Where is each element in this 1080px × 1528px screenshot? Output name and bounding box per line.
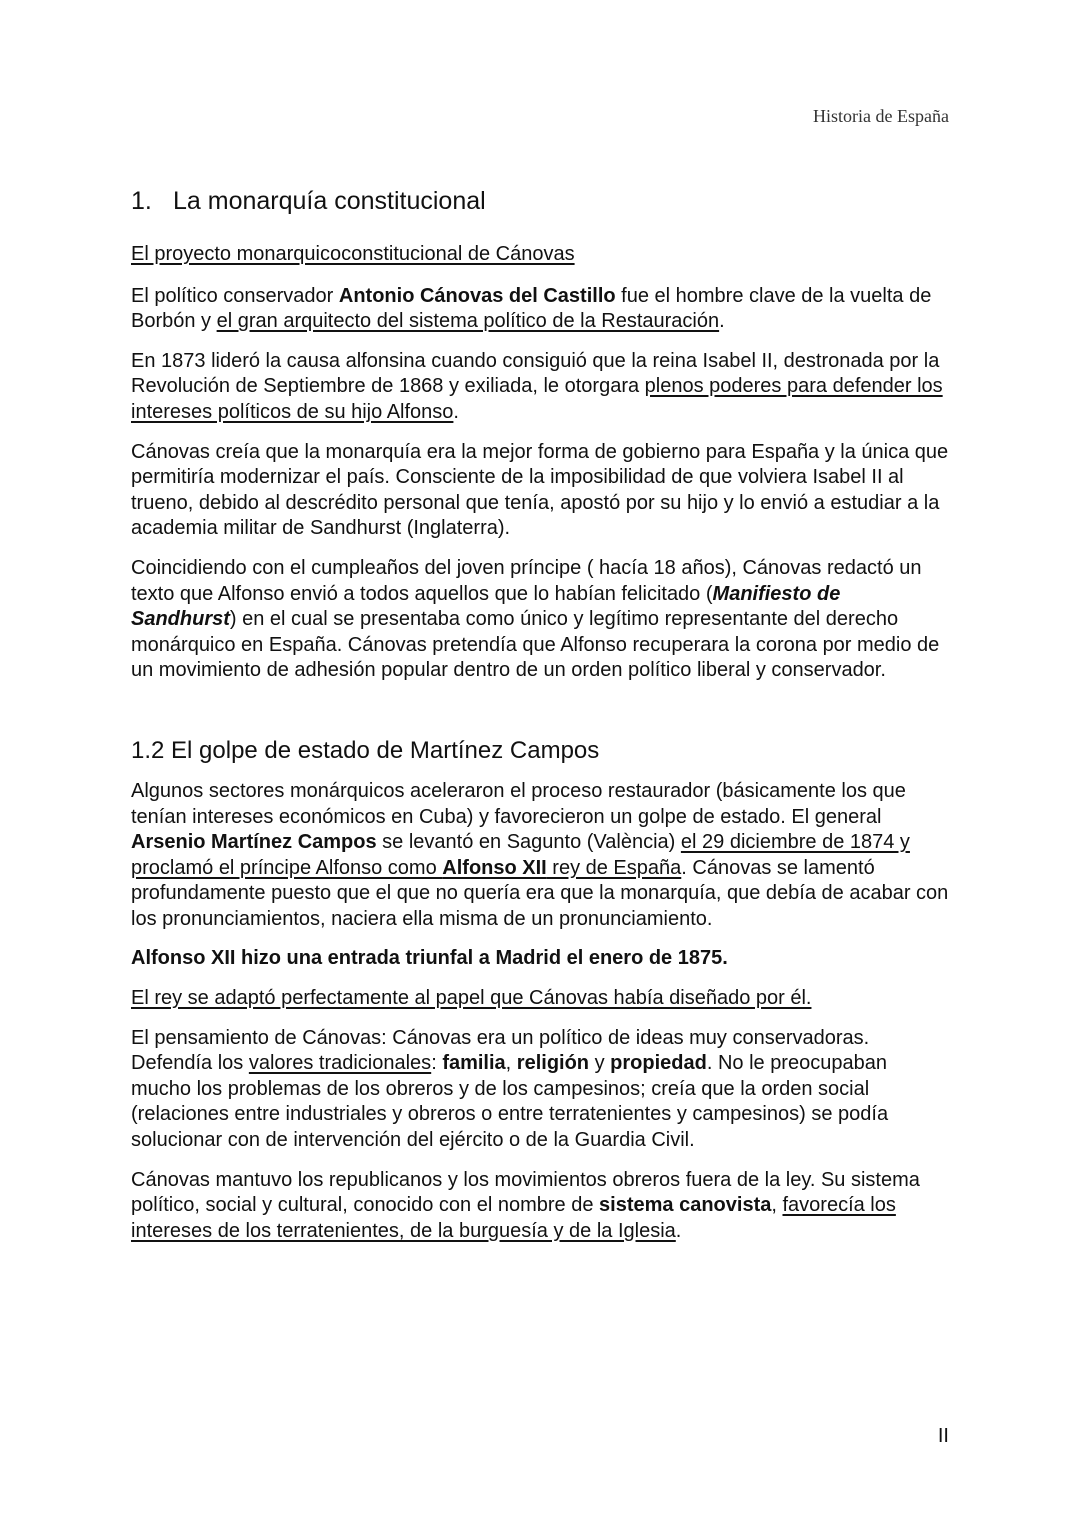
underlined-text: valores tradicionales xyxy=(248,1052,432,1075)
text-run: El político conservador xyxy=(131,284,339,307)
bold-text: Alfonso XII hizo una entrada triunfal a Madrid el enero de 1875. xyxy=(131,947,728,970)
section-heading xyxy=(131,184,951,218)
bold-text: sistema canovista xyxy=(599,1194,772,1217)
paragraph xyxy=(131,986,951,1012)
bold-text: Alfonso XII xyxy=(442,856,547,879)
text-run: . xyxy=(453,400,459,423)
section-title: La monarquía constitucional xyxy=(173,187,486,215)
underlined-text: favorecía los intereses de los terratenientes, de la burguesía y de la Iglesia xyxy=(131,1194,896,1242)
paragraph: Cánovas creía que la monarquía era la mejor forma de gobierno para España y la única que permitiría modernizar el país. Consciente de la imposibilidad de que volviera Isabel II al trueno, debido al descrédito personal que tenía, apostó por su hijo y lo envió a estudiar a la academia militar de Sandhurst (Inglaterra). xyxy=(131,440,949,540)
text-run: , xyxy=(505,1052,517,1075)
bold-text: Antonio Cánovas del Castillo xyxy=(338,284,616,307)
text-run: se levantó en Sagunto (València) xyxy=(376,831,681,854)
text-run: el 29 diciembre de 1874 y proclamó el príncipe Alfonso como xyxy=(131,831,910,879)
bold-text: religión xyxy=(516,1052,590,1075)
underlined-text: el gran arquitecto del sistema político de la Restauración xyxy=(216,310,720,333)
bold-text: Arsenio Martínez Campos xyxy=(131,831,377,854)
text-run: fue el hombre clave de la vuelta de Borbón y xyxy=(131,284,932,333)
text-run: ) en el cual se presentaba como único y legítimo representante del derecho monárquico en España. Cánovas pretendía que Alfonso recuperara la corona por medio de un movimiento de adhesión popular dentro de un orden político liberal y conservador. xyxy=(131,608,940,682)
text-run: El pensamiento de Cánovas: Cánovas era un político de ideas muy conservadoras. Defendía los xyxy=(131,1026,870,1075)
underlined-text: plenos poderes para defender los intereses políticos de su hijo Alfonso xyxy=(131,375,943,423)
subsection-label-text: El proyecto monarquicoconstitucional de Cánovas xyxy=(131,243,575,265)
page-number: II xyxy=(937,1425,949,1447)
text-run: Algunos sectores monárquicos aceleraron el proceso restaurador (básicamente los que tenían intereses económicos en Cuba) y favorecieron un golpe de estado. El general xyxy=(131,779,906,828)
text-run: , xyxy=(771,1194,783,1217)
bold-text: propiedad xyxy=(610,1052,707,1075)
subsection-heading: 1.2 El golpe de estado de Martínez Campos xyxy=(131,736,600,764)
text-run: . xyxy=(719,310,725,333)
text-run: En 1873 lideró la causa alfonsina cuando consiguió que la reina Isabel II, destronada por la Revolución de Septiembre de 1868 y exiliada, le otorgara xyxy=(131,349,940,398)
paragraph xyxy=(131,779,951,933)
text-run: . Cánovas se lamentó profundamente puesto que el que no quería era que la monarquía, que debía de acabar con los pronunciamientos, naciera ella misma de un pronunciamiento. xyxy=(131,856,949,930)
underlined-text: El rey se adaptó perfectamente al papel que Cánovas había diseñado por él. xyxy=(131,987,812,1010)
paragraph xyxy=(131,556,951,684)
text-run: . xyxy=(675,1219,682,1242)
bold-text: familia xyxy=(442,1052,506,1075)
text-run: rey de España xyxy=(546,856,682,879)
section-number: 1. xyxy=(131,187,152,215)
text-run: : xyxy=(431,1052,443,1075)
text-run: Cánovas mantuvo los republicanos y los movimientos obreros fuera de la ley. Su sistema político, social y cultural, conocido con el nombre de xyxy=(131,1168,920,1217)
text-run: y xyxy=(589,1052,611,1075)
paragraph xyxy=(131,284,951,335)
text-run: Coincidiendo con el cumpleaños del joven príncipe ( hacía 18 años), Cánovas redactó un texto que Alfonso envió a todos aquellos que lo habían felicitado ( xyxy=(131,556,922,605)
document-body xyxy=(131,184,951,1258)
paragraph xyxy=(131,349,951,426)
paragraph xyxy=(131,1168,951,1245)
bold-italic-text: Manifiesto de Sandhurst xyxy=(131,582,841,631)
paragraph xyxy=(131,1026,951,1154)
text-run: . No le preocupaban mucho los problemas de los obreros y de los campesinos; creía que la orden social (relaciones entre industriales y obreros o entre terratenientes y campesinos) se podía solucionar con de intervención del ejército o de la Guardia Civil. xyxy=(131,1052,889,1152)
subsection-label xyxy=(131,242,951,268)
running-header: Historia de España xyxy=(813,106,949,126)
paragraph xyxy=(131,946,951,972)
